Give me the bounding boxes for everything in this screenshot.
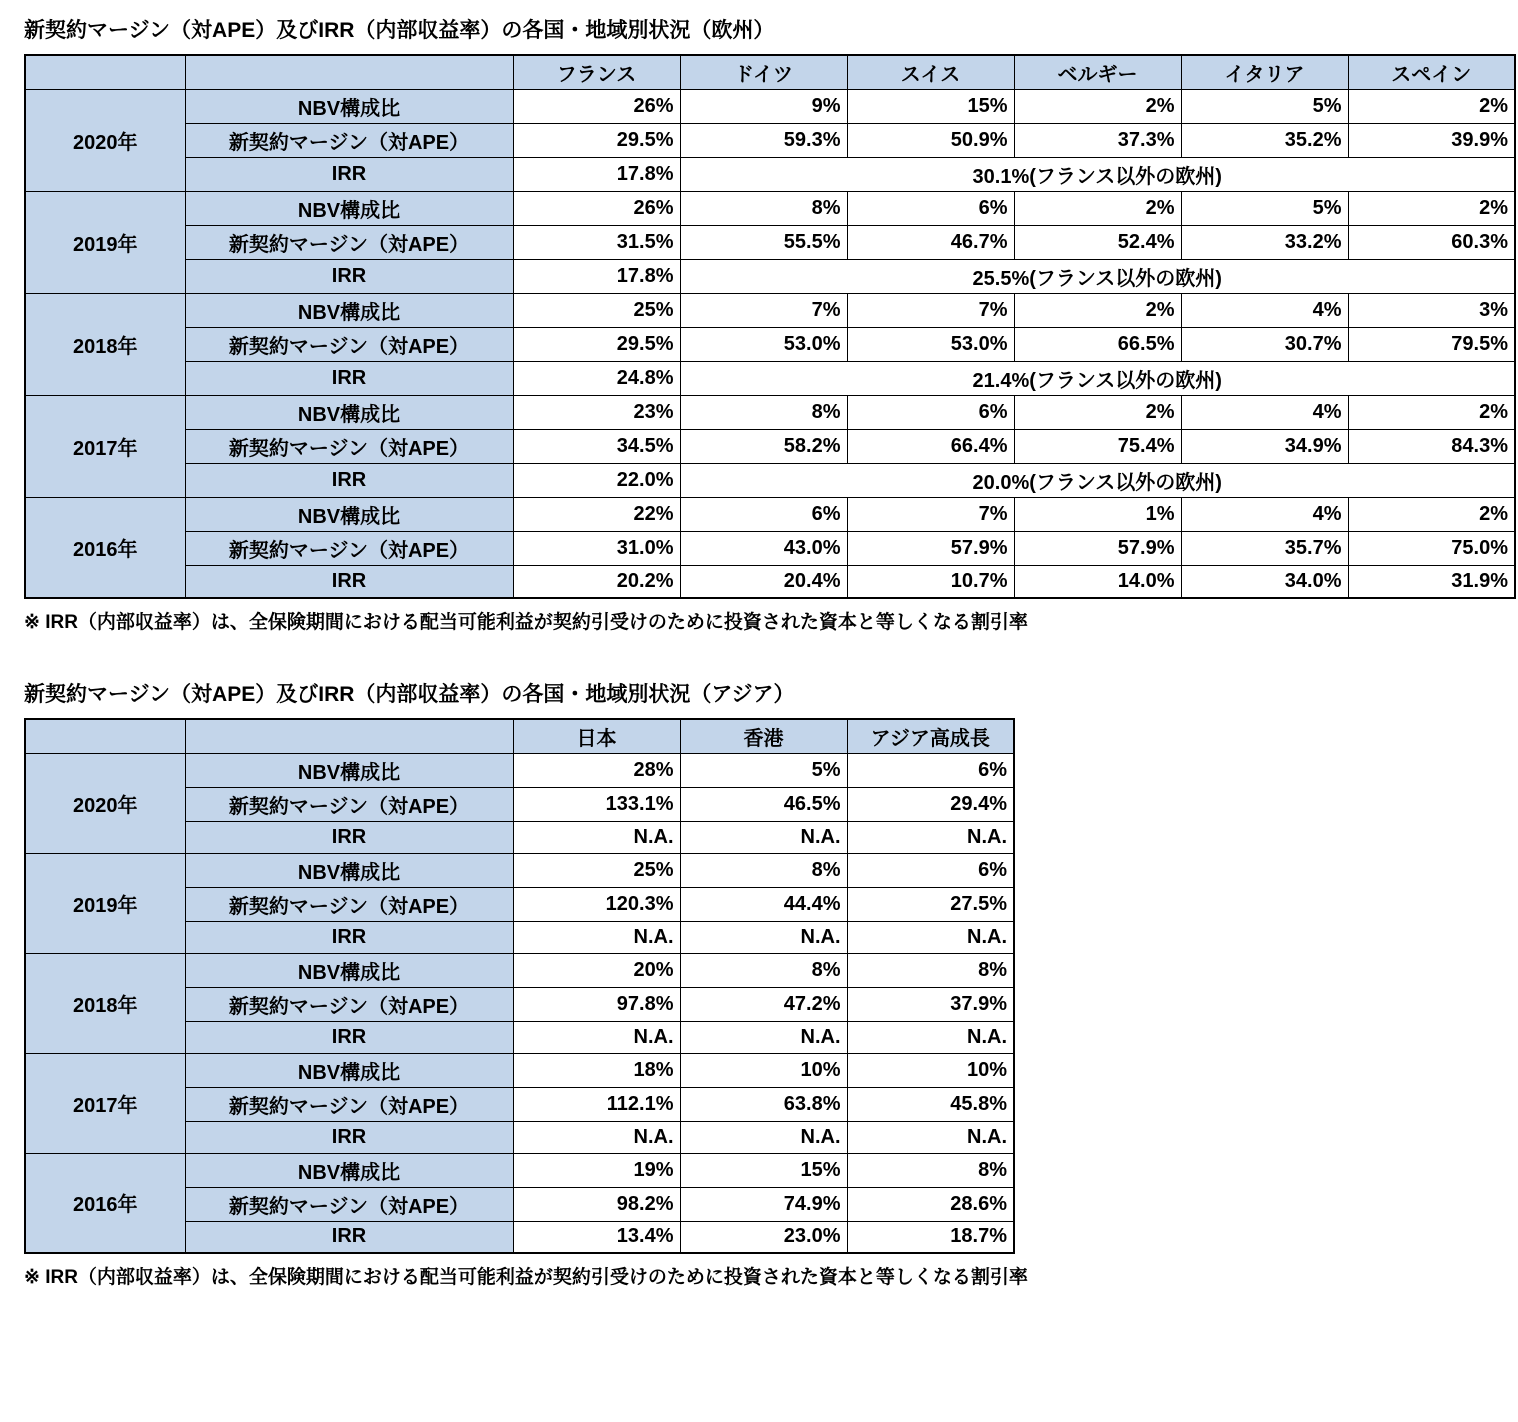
column-header-japan: 日本 <box>513 719 680 754</box>
cell-value: 8% <box>680 192 847 226</box>
row-label-irr: IRR <box>185 260 513 294</box>
year-label-2019: 2019年 <box>25 192 185 294</box>
cell-value: 10% <box>847 1053 1014 1087</box>
cell-value: 57.9% <box>847 532 1014 566</box>
cell-value: 120.3% <box>513 887 680 921</box>
year-label-2017: 2017年 <box>25 1053 185 1153</box>
row-label-nbv: NBV構成比 <box>185 853 513 887</box>
cell-value: 8% <box>847 953 1014 987</box>
cell-value: 8% <box>847 1153 1014 1187</box>
cell-value: N.A. <box>680 1021 847 1053</box>
column-header-france: フランス <box>513 55 680 90</box>
row-label-irr: IRR <box>185 464 513 498</box>
year-label-2020: 2020年 <box>25 753 185 853</box>
cell-value: 37.3% <box>1014 124 1181 158</box>
cell-value: 57.9% <box>1014 532 1181 566</box>
cell-value-merged: 21.4%(フランス以外の欧州) <box>680 362 1515 396</box>
cell-value: 7% <box>680 294 847 328</box>
column-header-germany: ドイツ <box>680 55 847 90</box>
asia-table-title: 新契約マージン（対APE）及びIRR（内部収益率）の各国・地域別状況（アジア） <box>24 682 795 706</box>
cell-value: 35.2% <box>1181 124 1348 158</box>
row-label-irr: IRR <box>185 566 513 598</box>
table-row <box>25 532 1515 566</box>
cell-value: 14.0% <box>1014 566 1181 598</box>
cell-value: 2% <box>1014 294 1181 328</box>
cell-value: 43.0% <box>680 532 847 566</box>
column-header-italy: イタリア <box>1181 55 1348 90</box>
row-label-irr: IRR <box>185 1021 513 1053</box>
row-label-nbv: NBV構成比 <box>185 192 513 226</box>
cell-value: 24.8% <box>513 362 680 396</box>
europe-table <box>24 54 1516 599</box>
cell-value: 7% <box>847 498 1014 532</box>
cell-value: 22% <box>513 498 680 532</box>
row-label-nbv: NBV構成比 <box>185 953 513 987</box>
row-label-margin: 新契約マージン（対APE） <box>185 328 513 362</box>
column-header-switzerland: スイス <box>847 55 1014 90</box>
header-corner-year <box>25 719 185 754</box>
cell-value: N.A. <box>847 1121 1014 1153</box>
cell-value-merged: 25.5%(フランス以外の欧州) <box>680 260 1515 294</box>
table-row <box>25 566 1515 598</box>
table-row <box>25 396 1515 430</box>
table-row <box>25 260 1515 294</box>
year-label-2018: 2018年 <box>25 953 185 1053</box>
cell-value: 53.0% <box>680 328 847 362</box>
year-label-2017: 2017年 <box>25 396 185 498</box>
cell-value: 31.5% <box>513 226 680 260</box>
cell-value: 37.9% <box>847 987 1014 1021</box>
cell-value: 2% <box>1014 90 1181 124</box>
year-label-2016: 2016年 <box>25 1153 185 1253</box>
cell-value: 59.3% <box>680 124 847 158</box>
year-label-2019: 2019年 <box>25 853 185 953</box>
cell-value: N.A. <box>680 921 847 953</box>
cell-value: 18.7% <box>847 1221 1014 1253</box>
row-label-margin: 新契約マージン（対APE） <box>185 987 513 1021</box>
cell-value-merged: 20.0%(フランス以外の欧州) <box>680 464 1515 498</box>
cell-value: 4% <box>1181 294 1348 328</box>
cell-value: 20.2% <box>513 566 680 598</box>
cell-value: 46.7% <box>847 226 1014 260</box>
cell-value-merged: 30.1%(フランス以外の欧州) <box>680 158 1515 192</box>
row-label-margin: 新契約マージン（対APE） <box>185 1187 513 1221</box>
cell-value: 31.0% <box>513 532 680 566</box>
header-corner-year <box>25 55 185 90</box>
table-header-row <box>25 719 1014 754</box>
cell-value: 5% <box>1181 192 1348 226</box>
cell-value: 66.5% <box>1014 328 1181 362</box>
row-label-margin: 新契約マージン（対APE） <box>185 787 513 821</box>
table-header-row <box>25 55 1515 90</box>
cell-value: 34.9% <box>1181 430 1348 464</box>
table-row <box>25 1053 1014 1087</box>
cell-value: 33.2% <box>1181 226 1348 260</box>
cell-value: 47.2% <box>680 987 847 1021</box>
row-label-irr: IRR <box>185 362 513 396</box>
cell-value: 4% <box>1181 396 1348 430</box>
cell-value: 35.7% <box>1181 532 1348 566</box>
cell-value: 2% <box>1348 90 1515 124</box>
table-row <box>25 158 1515 192</box>
row-label-irr: IRR <box>185 921 513 953</box>
table-row <box>25 192 1515 226</box>
cell-value: 29.5% <box>513 124 680 158</box>
cell-value: 46.5% <box>680 787 847 821</box>
asia-table-note: ※ IRR（内部収益率）は、全保険期間における配当可能利益が契約引受けのために投資された資本と等しくなる割引率 <box>24 1267 1028 1288</box>
row-label-nbv: NBV構成比 <box>185 753 513 787</box>
cell-value: 10% <box>680 1053 847 1087</box>
cell-value: 30.7% <box>1181 328 1348 362</box>
cell-value: 2% <box>1014 192 1181 226</box>
asia-table <box>24 718 1015 1255</box>
cell-value: 17.8% <box>513 260 680 294</box>
cell-value: 97.8% <box>513 987 680 1021</box>
cell-value: 17.8% <box>513 158 680 192</box>
cell-value: 75.0% <box>1348 532 1515 566</box>
cell-value: 52.4% <box>1014 226 1181 260</box>
table-row <box>25 90 1515 124</box>
cell-value: 133.1% <box>513 787 680 821</box>
cell-value: N.A. <box>847 821 1014 853</box>
cell-value: N.A. <box>680 1121 847 1153</box>
cell-value: 23.0% <box>680 1221 847 1253</box>
row-label-nbv: NBV構成比 <box>185 90 513 124</box>
table-row <box>25 328 1515 362</box>
cell-value: 29.5% <box>513 328 680 362</box>
cell-value: 25% <box>513 294 680 328</box>
cell-value: 2% <box>1348 396 1515 430</box>
cell-value: 6% <box>847 753 1014 787</box>
cell-value: 63.8% <box>680 1087 847 1121</box>
cell-value: 15% <box>847 90 1014 124</box>
cell-value: 50.9% <box>847 124 1014 158</box>
row-label-irr: IRR <box>185 1121 513 1153</box>
cell-value: 98.2% <box>513 1187 680 1221</box>
europe-table-title: 新契約マージン（対APE）及びIRR（内部収益率）の各国・地域別状況（欧州） <box>24 19 775 42</box>
section-spacer <box>24 634 1518 678</box>
row-label-margin: 新契約マージン（対APE） <box>185 124 513 158</box>
row-label-margin: 新契約マージン（対APE） <box>185 532 513 566</box>
europe-table-note: ※ IRR（内部収益率）は、全保険期間における配当可能利益が契約引受けのために投資された資本と等しくなる割引率 <box>24 611 1028 633</box>
cell-value: 2% <box>1348 498 1515 532</box>
table-row <box>25 430 1515 464</box>
cell-value: N.A. <box>847 921 1014 953</box>
cell-value: 5% <box>680 753 847 787</box>
cell-value: N.A. <box>847 1021 1014 1053</box>
year-label-2016: 2016年 <box>25 498 185 598</box>
cell-value: 6% <box>847 853 1014 887</box>
cell-value: 22.0% <box>513 464 680 498</box>
column-header-hongkong: 香港 <box>680 719 847 754</box>
row-label-irr: IRR <box>185 821 513 853</box>
cell-value: 84.3% <box>1348 430 1515 464</box>
cell-value: N.A. <box>513 1021 680 1053</box>
cell-value: 28% <box>513 753 680 787</box>
cell-value: 34.0% <box>1181 566 1348 598</box>
cell-value: 25% <box>513 853 680 887</box>
cell-value: N.A. <box>513 821 680 853</box>
cell-value: 1% <box>1014 498 1181 532</box>
row-label-margin: 新契約マージン（対APE） <box>185 430 513 464</box>
cell-value: 58.2% <box>680 430 847 464</box>
cell-value: 60.3% <box>1348 226 1515 260</box>
cell-value: 6% <box>680 498 847 532</box>
cell-value: 74.9% <box>680 1187 847 1221</box>
cell-value: 6% <box>847 192 1014 226</box>
cell-value: 45.8% <box>847 1087 1014 1121</box>
row-label-nbv: NBV構成比 <box>185 1153 513 1187</box>
row-label-nbv: NBV構成比 <box>185 1053 513 1087</box>
cell-value: 55.5% <box>680 226 847 260</box>
cell-value: 34.5% <box>513 430 680 464</box>
header-corner-label <box>185 55 513 90</box>
table-row <box>25 124 1515 158</box>
column-header-spain: スペイン <box>1348 55 1515 90</box>
cell-value: 39.9% <box>1348 124 1515 158</box>
row-label-nbv: NBV構成比 <box>185 498 513 532</box>
cell-value: 20% <box>513 953 680 987</box>
table-row <box>25 953 1014 987</box>
table-row <box>25 226 1515 260</box>
cell-value: 27.5% <box>847 887 1014 921</box>
cell-value: 112.1% <box>513 1087 680 1121</box>
table-row <box>25 1153 1014 1187</box>
cell-value: 15% <box>680 1153 847 1187</box>
cell-value: 8% <box>680 953 847 987</box>
header-corner-label <box>185 719 513 754</box>
cell-value: 28.6% <box>847 1187 1014 1221</box>
cell-value: 5% <box>1181 90 1348 124</box>
row-label-margin: 新契約マージン（対APE） <box>185 226 513 260</box>
cell-value: 44.4% <box>680 887 847 921</box>
table-row <box>25 753 1014 787</box>
cell-value: 31.9% <box>1348 566 1515 598</box>
table-row <box>25 294 1515 328</box>
cell-value: 3% <box>1348 294 1515 328</box>
cell-value: 29.4% <box>847 787 1014 821</box>
cell-value: 26% <box>513 192 680 226</box>
row-label-margin: 新契約マージン（対APE） <box>185 1087 513 1121</box>
cell-value: 66.4% <box>847 430 1014 464</box>
table-row <box>25 464 1515 498</box>
cell-value: N.A. <box>680 821 847 853</box>
year-label-2018: 2018年 <box>25 294 185 396</box>
cell-value: 18% <box>513 1053 680 1087</box>
cell-value: 2% <box>1014 396 1181 430</box>
table-row <box>25 362 1515 396</box>
cell-value: 4% <box>1181 498 1348 532</box>
column-header-asia-high-growth: アジア高成長 <box>847 719 1014 754</box>
cell-value: 13.4% <box>513 1221 680 1253</box>
cell-value: 23% <box>513 396 680 430</box>
cell-value: 6% <box>847 396 1014 430</box>
row-label-irr: IRR <box>185 1221 513 1253</box>
cell-value: 20.4% <box>680 566 847 598</box>
cell-value: 7% <box>847 294 1014 328</box>
cell-value: 8% <box>680 853 847 887</box>
cell-value: N.A. <box>513 1121 680 1153</box>
year-label-2020: 2020年 <box>25 90 185 192</box>
cell-value: 75.4% <box>1014 430 1181 464</box>
cell-value: 10.7% <box>847 566 1014 598</box>
row-label-nbv: NBV構成比 <box>185 294 513 328</box>
cell-value: 79.5% <box>1348 328 1515 362</box>
cell-value: 9% <box>680 90 847 124</box>
cell-value: 26% <box>513 90 680 124</box>
row-label-margin: 新契約マージン（対APE） <box>185 887 513 921</box>
column-header-belgium: ベルギー <box>1014 55 1181 90</box>
row-label-nbv: NBV構成比 <box>185 396 513 430</box>
cell-value: 8% <box>680 396 847 430</box>
row-label-irr: IRR <box>185 158 513 192</box>
cell-value: 19% <box>513 1153 680 1187</box>
cell-value: 53.0% <box>847 328 1014 362</box>
table-row <box>25 853 1014 887</box>
cell-value: 2% <box>1348 192 1515 226</box>
cell-value: N.A. <box>513 921 680 953</box>
table-row <box>25 498 1515 532</box>
